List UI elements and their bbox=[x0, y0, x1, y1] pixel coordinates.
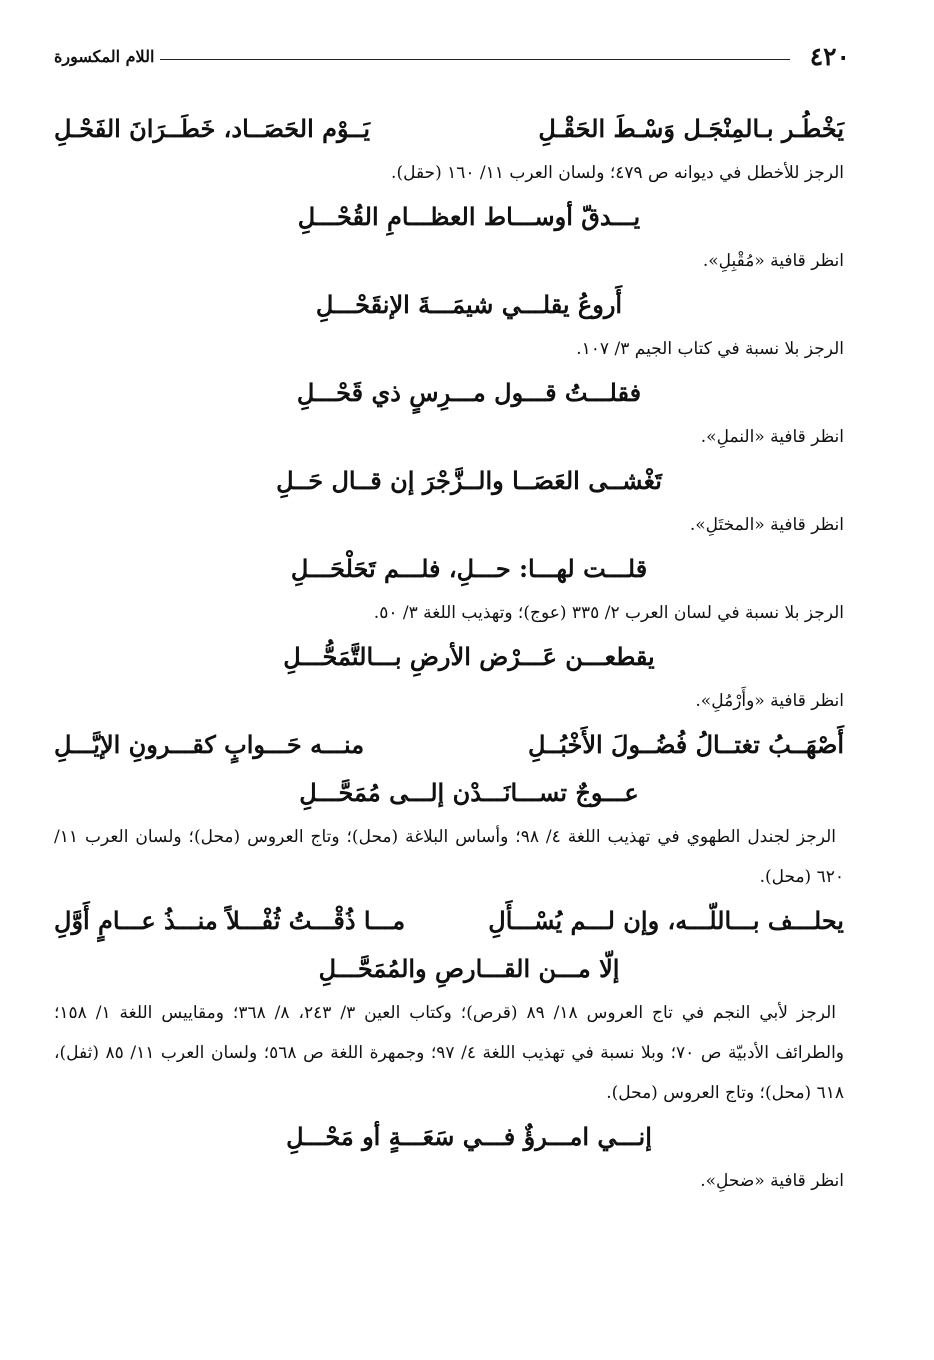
verse-line bbox=[54, 721, 844, 769]
citation-note: انظر قافية «وأَرْمُلِ». bbox=[695, 691, 844, 711]
citation-note: الرجز لجندل الطهوي في تهذيب اللغة ٤/ ٩٨؛ وأساس البلاغة (محل)؛ وتاج العروس (محل)؛ ولسان العرب ١١/ ٦٢٠ (محل). bbox=[54, 827, 844, 887]
verse-line: فقلـــتُ قـــول مـــرِسٍ ذي قَحْـــلِ bbox=[296, 378, 642, 407]
verse-hemistich: أَصْهَــبُ تغتــالُ فُضُــولَ الأَخْبُــلِ bbox=[528, 730, 844, 759]
citation-note: انظر قافية «النملِ». bbox=[700, 427, 844, 447]
verse-line: قلـــت لهـــا: حـــلِ، فلـــم تَحَلْحَـــلِ bbox=[290, 554, 648, 583]
citation-note: الرجز بلا نسبة في كتاب الجيم ٣/ ١٠٧. bbox=[576, 339, 844, 359]
running-title: اللام المكسورة bbox=[54, 47, 155, 66]
verse-line: عـــوجٌ تســـانَـــدْن إلـــى مُمَحَّـــلِ bbox=[299, 778, 639, 807]
verse-line: إلّا مـــن القـــارصِ والمُمَحَّـــلِ bbox=[318, 954, 620, 983]
verse-line: إنـــي امـــرؤٌ فـــي سَعَـــةٍ أو مَحْـــلِ bbox=[286, 1122, 652, 1151]
page-body bbox=[54, 105, 844, 1201]
header-rule bbox=[160, 59, 789, 60]
verse-hemistich: يَخْطُـر بـالمِنْجَـل وَسْـطَ الحَقْـلِ bbox=[538, 114, 844, 143]
citation-note: انظر قافية «ضحلِ». bbox=[700, 1171, 844, 1191]
verse-line: يقطعـــن عَـــرْض الأرضِ بـــالتَّمَحُّـــلِ bbox=[283, 642, 655, 671]
verse-hemistich: يحلـــف بـــاللّـــه، وإن لـــم يُسْـــأَلِ bbox=[488, 906, 844, 935]
citation-note: الرجز بلا نسبة في لسان العرب ٢/ ٣٣٥ (عوج)؛ وتهذيب اللغة ٣/ ٥٠. bbox=[373, 603, 844, 623]
page-header bbox=[54, 42, 850, 71]
verse-line: أَروعُ يقلـــي شيمَـــةَ الإنقَحْـــلِ bbox=[315, 290, 623, 319]
citation-note: الرجز لأبي النجم في تاج العروس ١٨/ ٨٩ (قرص)؛ وكتاب العين ٣/ ٢٤٣، ٨/ ٣٦٨؛ ومقاييس اللغة ١/ ١٥٨؛ والطرائف الأدبيّة ص ٧٠؛ وبلا نسبة في تهذيب اللغة ٤/ ٩٧؛ وجمهرة اللغة ص ٥٦٨؛ ولسان العرب ١١/ ٨٥ (ثفل)، ٦١٨ (محل)؛ وتاج العروس (محل). bbox=[54, 1003, 845, 1103]
citation-note: الرجز للأخطل في ديوانه ص ٤٧٩؛ ولسان العرب ١١/ ١٦٠ (حقل). bbox=[391, 163, 844, 183]
verse-line bbox=[54, 897, 844, 945]
verse-hemistich: يَــوْم الحَصَــاد، خَطَــرَانَ الفَحْـلِ bbox=[54, 114, 371, 143]
page-number: ٤٢٠ bbox=[809, 42, 850, 71]
verse-line: يـــدقّ أوســـاط العظـــامِ القُحْـــلِ bbox=[297, 202, 641, 231]
citation-note: انظر قافية «المختَلِ». bbox=[689, 515, 844, 535]
verse-line: تَغْشــى العَصَــا والــزَّجْرَ إن قــال حَــلِ bbox=[276, 466, 662, 495]
verse-hemistich: مـــا ذُقْـــتُ ثُفْـــلاً منـــذُ عـــامٍ أَوَّلِ bbox=[54, 906, 406, 935]
citation-note: انظر قافية «مُقْبِلِ». bbox=[702, 251, 844, 271]
verse-line bbox=[54, 105, 844, 153]
verse-hemistich: منـــه حَـــوابٍ كقـــرونِ الإيَّـــلِ bbox=[54, 730, 365, 759]
